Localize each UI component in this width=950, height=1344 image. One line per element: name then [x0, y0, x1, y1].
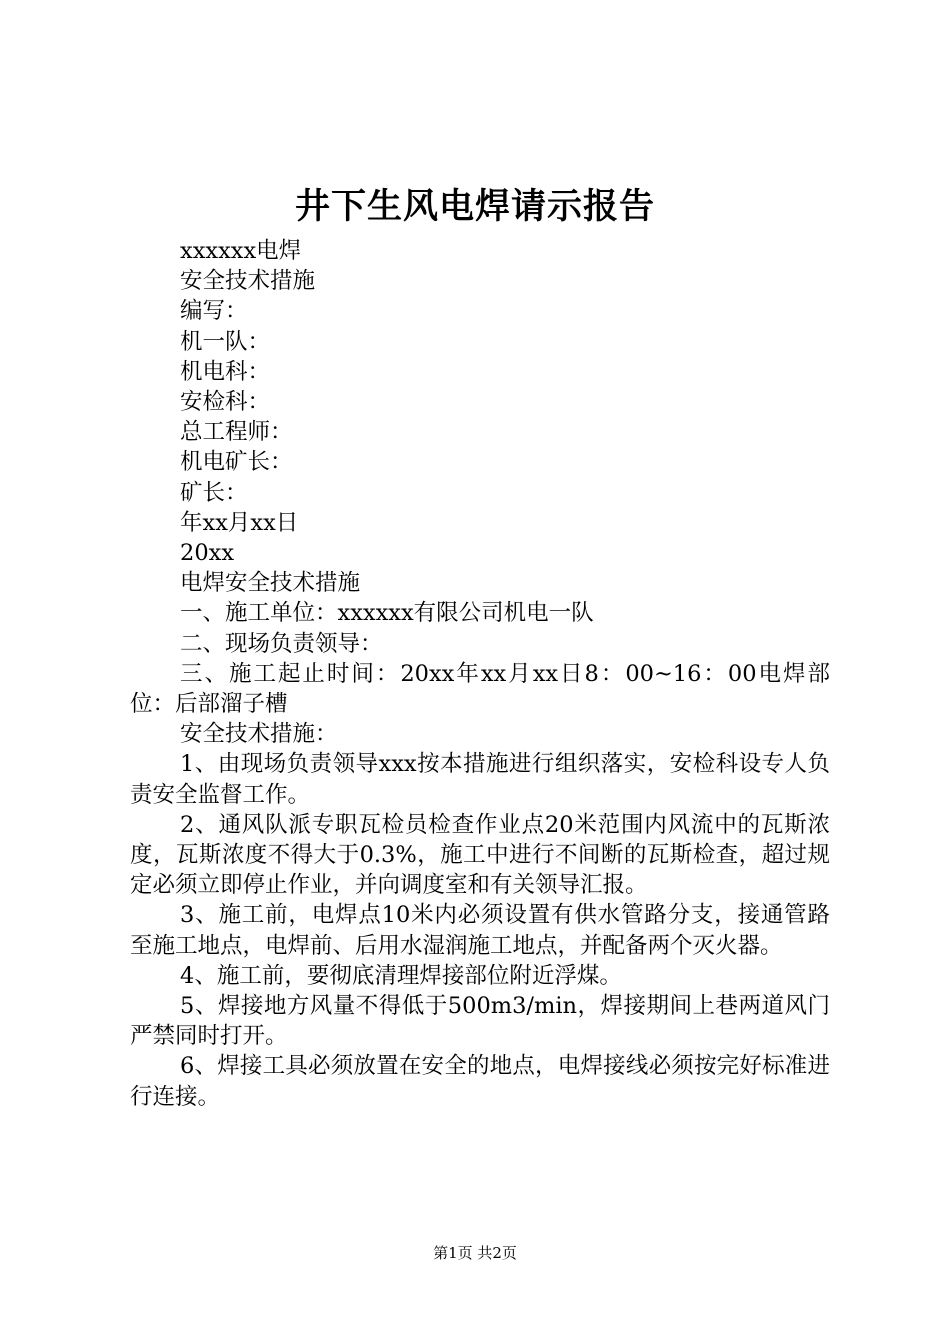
body-paragraph: 三、施工起止时间：20xx年xx月xx日8：00~16：00电焊部位：后部溜子槽 — [130, 660, 830, 718]
body-line: xxxxxx电焊 — [180, 238, 302, 264]
body-line: 年xx月xx日 — [180, 509, 299, 536]
body-line: 机电科： — [180, 358, 271, 385]
body-paragraph: 3、施工前，电焊点10米内必须设置有供水管路分支，接通管路至施工地点，电焊前、后用水湿润施工地点，并配备两个灭火器。 — [130, 902, 830, 959]
body-paragraph: 5、焊接地方风量不得低于500m3/min，焊接期间上巷两道风门严禁同时打开。 — [130, 993, 830, 1050]
body-line: 矿长： — [180, 479, 248, 506]
body-line: 二、现场负责领导： — [180, 630, 383, 657]
body-line: 安检科： — [180, 389, 271, 416]
body-line: 编写： — [180, 298, 248, 325]
body-line: 安全技术措施 — [180, 268, 316, 295]
body-line: 20xx — [180, 540, 235, 567]
document-title: 井下生风电焊请示报告 — [294, 187, 655, 227]
page-footer: 第1页 共2页 — [433, 1244, 517, 1262]
body-paragraph: 4、施工前，要彻底清理焊接部位附近浮煤。 — [180, 962, 622, 989]
body-line: 机一队： — [180, 328, 271, 355]
body-paragraph: 安全技术措施： — [180, 721, 338, 748]
document-body — [130, 236, 830, 1112]
body-paragraph: 2、通风队派专职瓦检员检查作业点20米范围内风流中的瓦斯浓度，瓦斯浓度不得大于0.3%，施工中进行不间断的瓦斯检查，超过规定必须立即停止作业，并向调度室和有关领导汇报。 — [130, 811, 830, 899]
body-line: 机电矿长： — [180, 449, 293, 476]
body-line: 电焊安全技术措施 — [180, 570, 361, 597]
body-line: 总工程师： — [180, 419, 293, 446]
body-line: 一、施工单位：xxxxxx有限公司机电一队 — [180, 600, 594, 627]
body-paragraph: 6、焊接工具必须放置在安全的地点，电焊接线必须按完好标准进行连接。 — [130, 1053, 830, 1110]
body-paragraph: 1、由现场负责领导xxx按本措施进行组织落实，安检科设专人负责安全监督工作。 — [130, 751, 830, 808]
